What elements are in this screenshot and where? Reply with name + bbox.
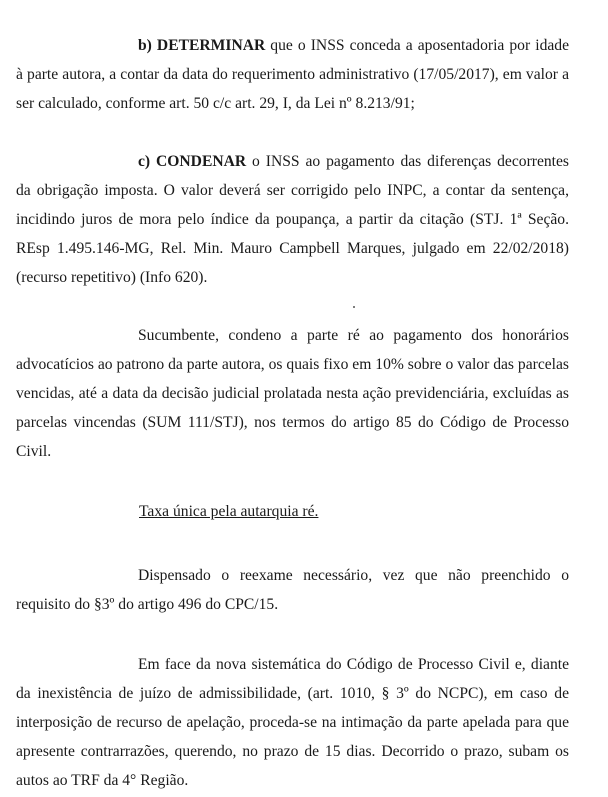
taxa-unica-heading: Taxa única pela autarquia ré. [139,503,319,520]
paragraph-determinar-label: b) DETERMINAR [138,37,266,54]
paragraph-condenar [16,147,569,292]
paragraph-determinar [16,31,569,118]
paragraph-dispensado [16,561,569,619]
paragraph-sucumbente [16,321,569,466]
paragraph-condenar-text: o INSS ao pagamento das diferenças decorrentes da obrigação imposta. O valor deverá ser corrigido pelo INPC, a contar da sentença, incidindo juros de mora pelo índice da poupança, a partir da citação (STJ. 1ª Seção. REsp 1.495.146-MG, Rel. Min. Mauro Campbell Marques, julgado em 22/02/2018) (recurso repetitivo) (Info 620). [16,153,569,286]
paragraph-sucumbente-text: Sucumbente, condeno a parte ré ao pagamento dos honorários advocatícios ao patrono da parte autora, os quais fixo em 10% sobre o valor das parcelas vencidas, até a data da decisão judicial prolatada nesta ação previdenciária, excluídas as parcelas vincendas (SUM 111/STJ), nos termos do artigo 85 do Código de Processo Civil. [16,327,569,460]
paragraph-determinar-text: que o INSS conceda a aposentadoria por idade à parte autora, a contar da data do requerimento administrativo (17/05/2017), em valor a ser calculado, conforme art. 50 c/c art. 29, I, da Lei nº 8.213/91; [16,37,570,112]
paragraph-dispensado-text: Dispensado o reexame necessário, vez que não preenchido o requisito do §3º do artigo 496 do CPC/15. [16,567,569,613]
paragraph-em-face-text: Em face da nova sistemática do Código de Processo Civil e, diante da inexistência de juízo de admissibilidade, (art. 1010, § 3º do NCPC), em caso de interposição de recurso de apelação, proceda-se na intimação da parte apelada para que apresente contrarrazões, querendo, no prazo de 15 dias. Decorrido o prazo, subam os autos ao TRF da 4° Região. [16,656,569,789]
paragraph-condenar-label: c) CONDENAR [138,153,247,170]
stray-mark [353,306,355,308]
paragraph-em-face [16,650,569,795]
